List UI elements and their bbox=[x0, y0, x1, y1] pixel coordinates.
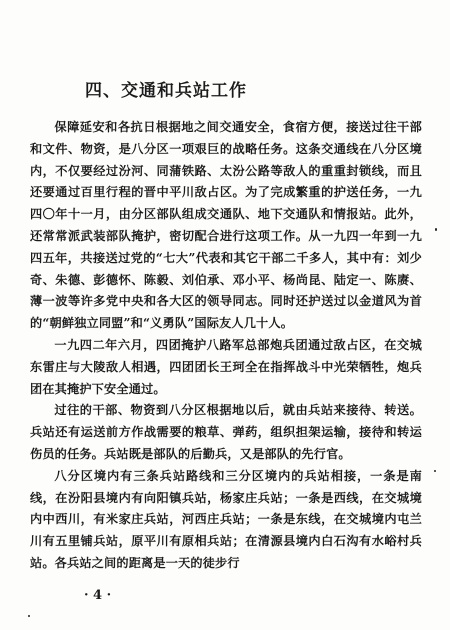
section-heading: 四、交通和兵站工作 bbox=[85, 81, 247, 101]
scan-speck bbox=[435, 228, 437, 231]
scan-speck bbox=[28, 615, 30, 617]
paragraph: 保障延安和各抗日根据地之间交通安全，食宿方便，接送过往干部和文件、物资，是八分区一项艰巨的战略任务。这条交通线在八分区境内，不仅要经过汾河、同蒲铁路、太汾公路等敌人的重重封锁线，而且还要通过百里行程的晋中平川敌占区。为了完成繁重的护送任务，一九四〇年十一月，由分区部队组成交通队、地下交通队和情报站。此外，还常常派武装部队掩护，密切配合进行这项工作。从一九四一年到一九四五年，共接送过党的“七大”代表和其它干部二千多人，其中有：刘少奇、朱德、彭德怀、陈毅、刘伯承、邓小平、杨尚昆、陆定一、陈赓、薄一波等许多党中央和各大区的领导同志。同时还护送过以金道风为首的“朝鲜独立同盟”和“义勇队”国际友人几十人。 bbox=[30, 120, 422, 331]
paragraph: 过往的干部、物资到八分区根据地以后，就由兵站来接待、转送。兵站还有运送前方作战需要的粮草、弹药，组织担架运输，接待和转运伤员的任务。兵站既是部队的后勤兵，又是部队的先行官。 bbox=[30, 403, 422, 461]
scan-speck bbox=[434, 470, 436, 472]
paragraph: 一九四二年六月，四团掩护八路军总部炮兵团通过敌占区，在交城东雷庄与大陵敌人相遇，四团团长王珂全在指挥战斗中光荣牺牲，炮兵团在其掩护下安全通过。 bbox=[30, 337, 422, 396]
page-number: · 4 · bbox=[84, 588, 112, 603]
paragraph: 八分区境内有三条兵站路线和三分区境内的兵站相接，一条是南线，在汾阳县境内有向阳镇兵站，杨家庄兵站；一条是西线，在交城境内中西川，有米家庄兵站，河西庄兵站；一条是东线，在交城境内屯兰川有五里铺兵站，原平川有原相兵站；在清源县境内白石沟有水峪村兵站。各兵站之间的距离是一天的徒步行 bbox=[30, 468, 422, 570]
body-text bbox=[30, 117, 422, 575]
